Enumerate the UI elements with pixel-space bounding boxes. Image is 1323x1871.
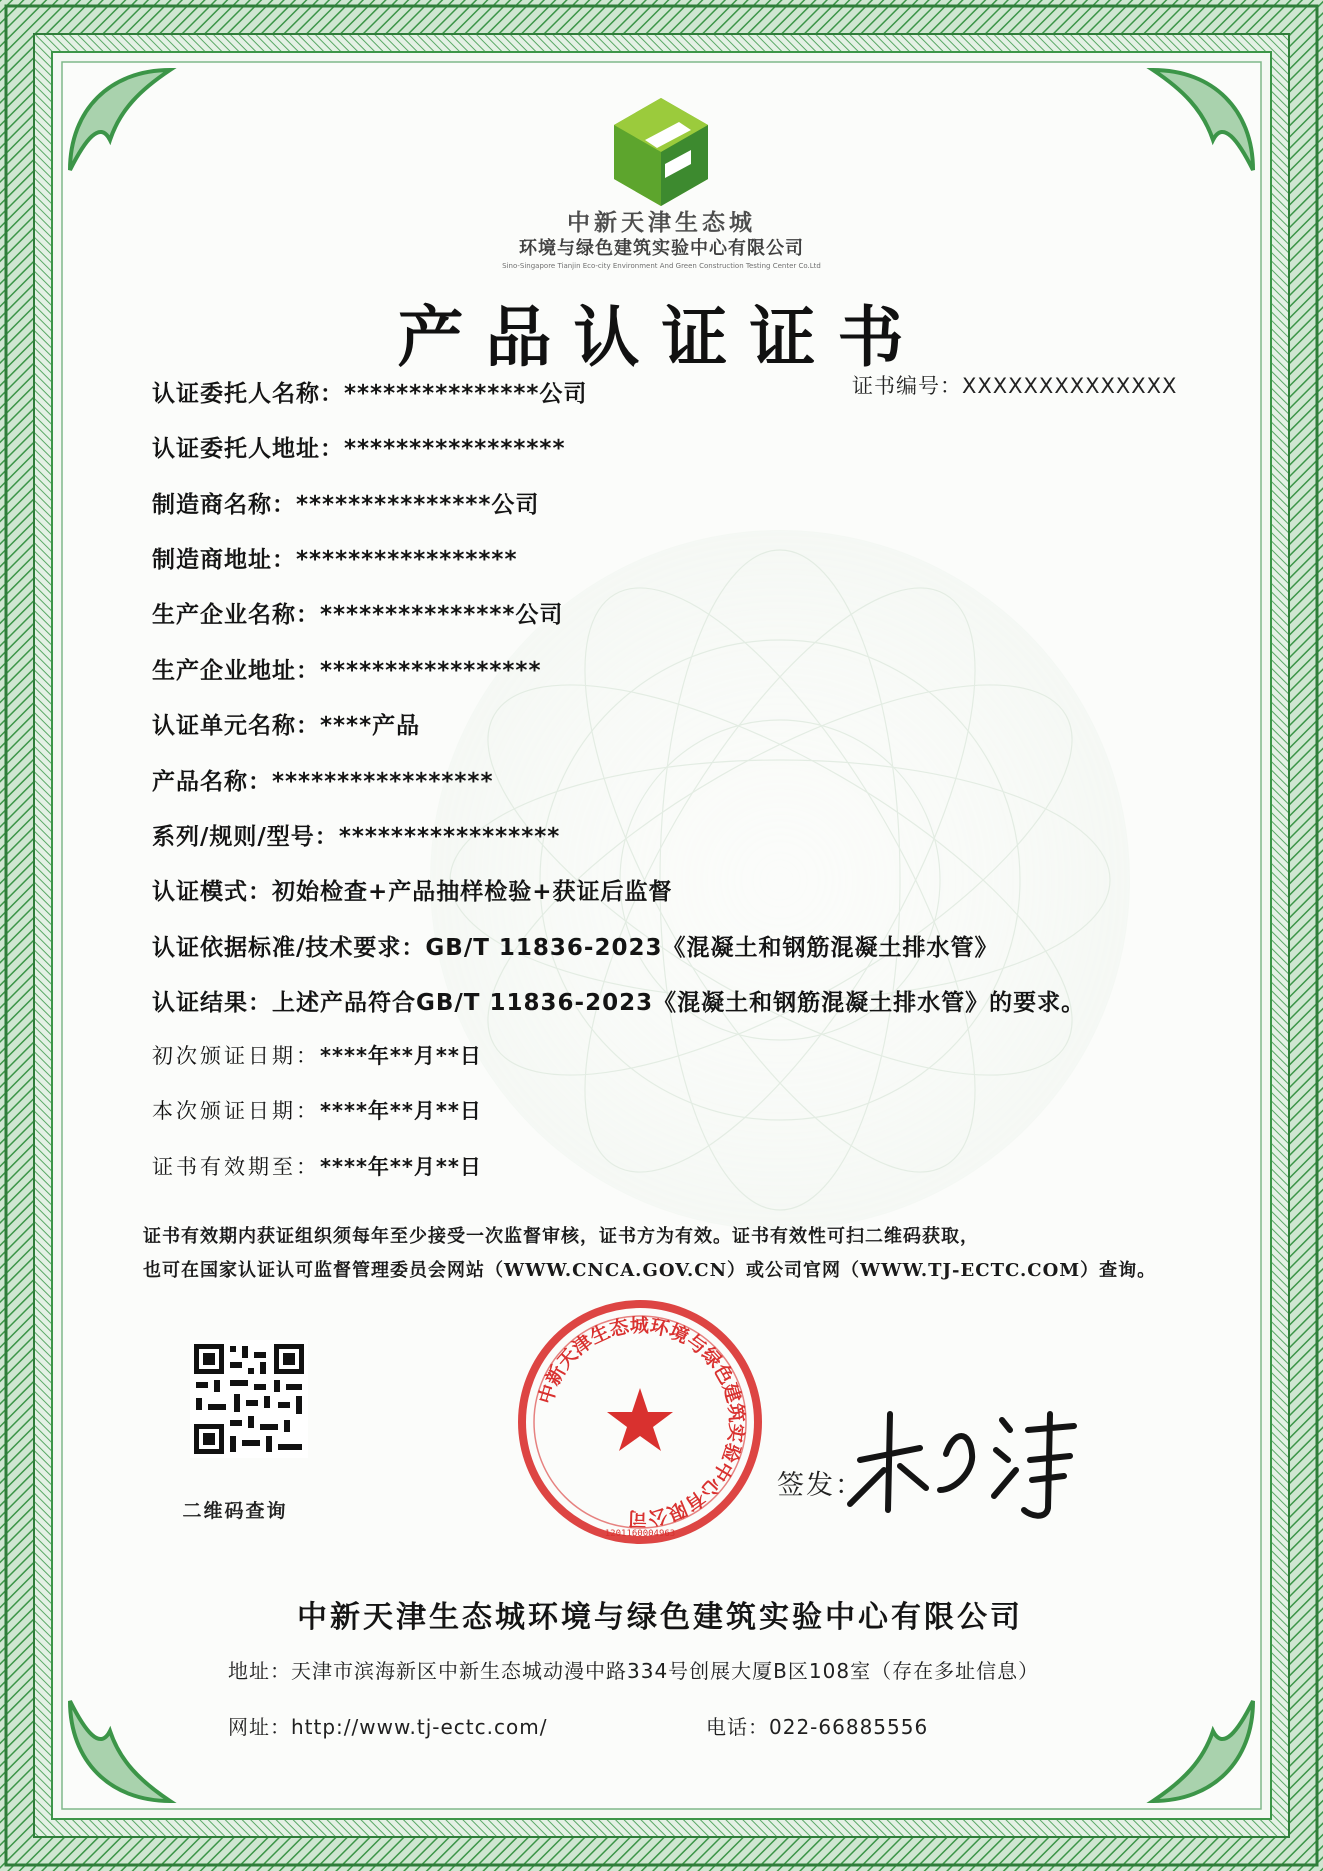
field-label: 制造商名称：	[152, 492, 296, 518]
field-manufacturer-address	[152, 541, 517, 574]
field-label: 制造商地址：	[152, 547, 296, 573]
field-value: *****************	[338, 824, 561, 850]
validity-note-line1: 证书有效期内获证组织须每年至少接受一次监督审核，证书方为有效。证书有效性可扫二维码获取，	[143, 1226, 979, 1247]
field-cert-mode	[152, 873, 673, 906]
field-factory-name	[152, 596, 563, 629]
field-label: 本次颁证日期：	[152, 1099, 320, 1123]
validity-note-line2: 也可在国家认证认可监督管理委员会网站（WWW.CNCA.GOV.CN）或公司官网（WWW.TJ-ECTC.COM）查询。	[143, 1260, 1157, 1281]
footer-website-link[interactable]: 网址：http://www.tj-ectc.com/	[228, 1715, 548, 1739]
field-standard	[152, 929, 999, 962]
svg-text:1201160004963: 1201160004963	[604, 1529, 676, 1539]
field-value: *****************	[320, 658, 542, 684]
field-unit-name	[152, 707, 420, 740]
field-value: ***************公司	[344, 381, 588, 407]
field-value: *****************	[344, 436, 566, 462]
field-client-address	[152, 430, 565, 463]
field-label: 初次颁证日期：	[152, 1044, 320, 1068]
qr-code[interactable]	[190, 1340, 308, 1458]
footer-address: 地址：天津市滨海新区中新生态城动漫中路334号创展大厦B区108室（存在多址信息）	[228, 1659, 1040, 1683]
field-product-name	[152, 763, 493, 796]
field-label: 系列/规则/型号：	[152, 824, 339, 850]
field-value: ****年**月**日	[320, 1044, 482, 1068]
certificate-title: 产品认证证书	[397, 299, 926, 376]
field-label: 认证委托人名称：	[152, 381, 344, 407]
field-result	[152, 984, 1085, 1017]
field-value: 上述产品符合GB/T 11836-2023《混凝土和钢筋混凝土排水管》的要求。	[272, 990, 1086, 1016]
field-label: 认证委托人地址：	[152, 436, 344, 462]
field-value: *****************	[296, 547, 518, 573]
field-series-model	[152, 818, 560, 851]
field-expiry-date	[152, 1151, 482, 1181]
logo-name-en: Sino-Singapore Tianjin Eco-city Environment And Green Construction Testing Center Co.Ltd	[502, 262, 821, 270]
field-label: 认证模式：	[152, 879, 272, 905]
svg-text:中新天津生态城环境与绿色建筑实验中心有限公司: 中新天津生态城环境与绿色建筑实验中心有限公司	[534, 1314, 748, 1530]
field-value: ****年**月**日	[320, 1155, 482, 1179]
field-label: 生产企业地址：	[152, 658, 320, 684]
field-value: GB/T 11836-2023《混凝土和钢筋混凝土排水管》	[425, 935, 999, 961]
field-value: ****年**月**日	[320, 1099, 482, 1123]
field-value: ****产品	[320, 713, 421, 739]
field-value: 初始检查+产品抽样检验+获证后监督	[272, 879, 673, 905]
field-label: 认证单元名称：	[152, 713, 320, 739]
certificate-number: 证书编号：XXXXXXXXXXXXXX	[852, 374, 1178, 398]
seal-text	[522, 1304, 758, 1540]
signature-label: 签发：	[777, 1470, 864, 1501]
logo-name-cn: 中新天津生态城	[567, 210, 756, 236]
field-first-issue-date	[152, 1040, 482, 1070]
field-current-issue-date	[152, 1095, 482, 1125]
field-factory-address	[152, 652, 541, 685]
field-label: 产品名称：	[152, 769, 272, 795]
field-value: *****************	[272, 769, 494, 795]
footer-phone: 电话：022-66885556	[706, 1715, 929, 1739]
qr-caption: 二维码查询	[182, 1500, 288, 1522]
field-label: 生产企业名称：	[152, 602, 320, 628]
field-value: ***************公司	[296, 492, 540, 518]
field-manufacturer-name	[152, 486, 539, 519]
field-client-name	[152, 375, 587, 408]
field-label: 证书有效期至：	[152, 1155, 320, 1179]
field-label: 认证依据标准/技术要求：	[152, 935, 426, 961]
field-label: 认证结果：	[152, 990, 272, 1016]
footer-company-name: 中新天津生态城环境与绿色建筑实验中心有限公司	[297, 1600, 1023, 1635]
field-value: ***************公司	[320, 602, 564, 628]
logo-name-cn-line2: 环境与绿色建筑实验中心有限公司	[519, 238, 804, 259]
